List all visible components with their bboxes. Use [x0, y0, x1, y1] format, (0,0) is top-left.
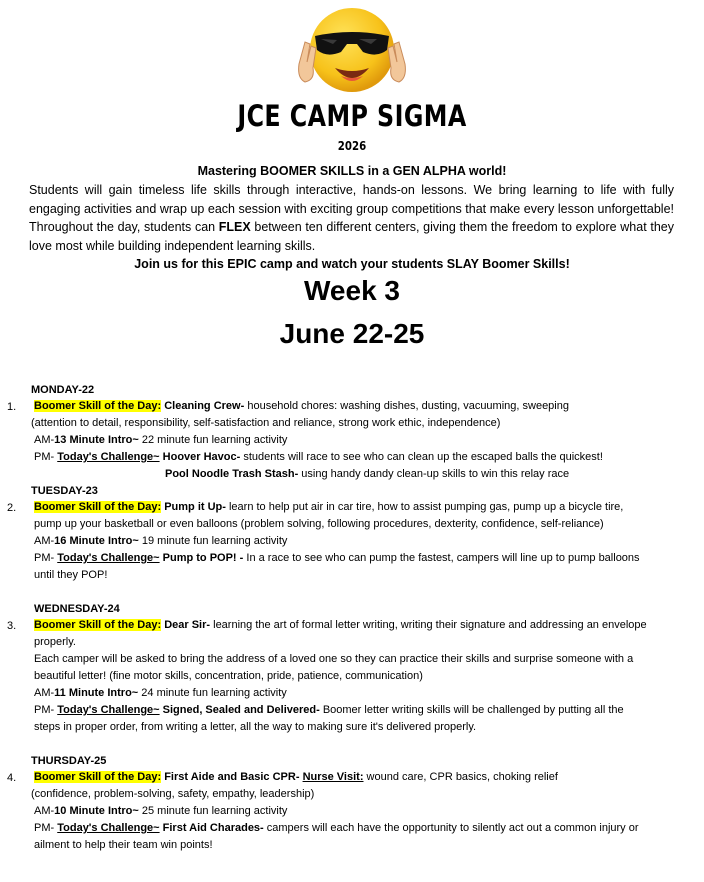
day-heading-monday: MONDAY-22 [31, 384, 95, 396]
dates-heading: June 22-25 [279, 318, 425, 349]
day-heading-thursday: THURSDAY-25 [31, 755, 107, 767]
day-heading-tuesday: TUESDAY-23 [31, 485, 98, 497]
am-line: AM-11 Minute Intro~ 24 minute fun learning activity [34, 687, 287, 699]
skill-line: Boomer Skill of the Day: Dear Sir- learning the art of formal letter writing, writing their signature and addressing an envelope [34, 619, 647, 631]
pm-line-2: ailment to help their team win points! [34, 839, 213, 851]
skill-line: Boomer Skill of the Day: Pump it Up- learn to help put air in car tire, how to assist pumping gas, pump up a bicycle tire, [34, 501, 624, 513]
pm-line-2: Pool Noodle Trash Stash- using handy dandy clean-up skills to win this relay race [165, 468, 570, 480]
day-heading-wednesday: WEDNESDAY-24 [34, 603, 120, 615]
skill-line-2: properly. [34, 636, 76, 648]
am-line: AM-16 Minute Intro~ 19 minute fun learning activity [34, 535, 288, 547]
skills-list: (confidence, problem-solving, safety, empathy, leadership) [31, 788, 315, 800]
camp-title: JCE CAMP SIGMA [237, 99, 467, 133]
list-number: 2. [7, 502, 17, 514]
skill-line-2: pump up your basketball or even balloons (problem solving, following procedures, dexterity, confidence, self-reliance) [34, 518, 604, 530]
extra-line-2: beautiful letter! (fine motor skills, concentration, pride, patience, communication) [34, 670, 423, 682]
am-line: AM-10 Minute Intro~ 25 minute fun learning activity [34, 805, 288, 817]
skills-list: (attention to detail, responsibility, self-satisfaction and reliance, strong work ethic, independence) [31, 417, 501, 429]
join-line: Join us for this EPIC camp and watch your students SLAY Boomer Skills! [134, 257, 570, 271]
week-heading: Week 3 [304, 275, 400, 306]
pm-line-2: steps in proper order, from writing a letter, all the way to making sure it's delivered properly. [34, 721, 477, 733]
pm-line: PM- Today's Challenge~ Signed, Sealed and Delivered- Boomer letter writing skills will be challenged by putting all the [34, 704, 624, 716]
skill-line: Boomer Skill of the Day: Cleaning Crew- household chores: washing dishes, dusting, vacuuming, sweeping [34, 400, 569, 412]
pm-line: PM- Today's Challenge~ First Aid Charades- campers will each have the opportunity to silently act out a common injury or [34, 822, 639, 834]
skill-line: Boomer Skill of the Day: First Aide and Basic CPR- Nurse Visit: wound care, CPR basics, choking relief [34, 771, 558, 783]
cool-sunglasses-peace-emoji-icon [297, 6, 407, 98]
extra-line: Each camper will be asked to bring the address of a loved one so they can practice their skills and surprise someone with a [34, 653, 634, 665]
pm-line: PM- Today's Challenge~ Hoover Havoc- students will race to see who can clean up the escaped balls the quickest! [34, 451, 603, 463]
am-line: AM-13 Minute Intro~ 22 minute fun learning activity [34, 434, 288, 446]
tagline: Mastering BOOMER SKILLS in a GEN ALPHA world! [197, 164, 507, 178]
intro-paragraph: Students will gain timeless life skills through interactive, hands-on lessons. We bring learning to life with fully engaging activities and wrap up each session with exciting group competitions that make every lesson unforgettable! Throughout the day, students can FLEX between ten different centers, giving them the freedom to explore what they love most while building independent learning skills. [29, 183, 674, 253]
pm-line-2: until they POP! [34, 569, 108, 581]
list-number: 4. [7, 772, 17, 784]
list-number: 3. [7, 620, 17, 632]
camp-year: 2026 [337, 139, 367, 153]
list-number: 1. [7, 401, 17, 413]
pm-line: PM- Today's Challenge~ Pump to POP! - In a race to see who can pump the fastest, campers will line up to pump balloons [34, 552, 640, 564]
